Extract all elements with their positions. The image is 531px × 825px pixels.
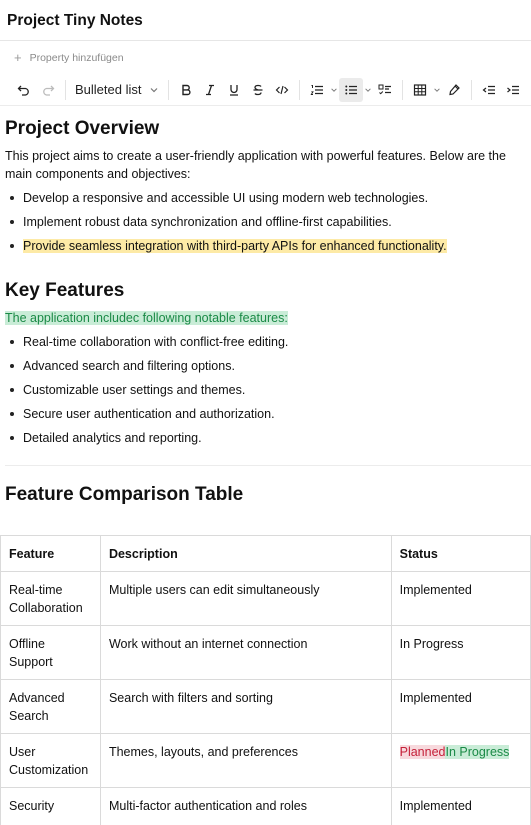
status-in-progress: In Progress [445, 745, 510, 759]
table-header-cell[interactable]: Status [391, 536, 530, 572]
toolbar-divider [299, 80, 300, 100]
list-item[interactable]: Develop a responsive and accessible UI using modern web technologies. [5, 189, 531, 207]
overview-intro[interactable]: This project aims to create a user-friendly application with powerful features. Below are the main components and objectives: [5, 149, 506, 181]
table-cell[interactable]: Search with filters and sorting [100, 680, 391, 734]
numbered-list-icon [310, 83, 324, 97]
formatting-toolbar [0, 74, 531, 106]
page-title[interactable]: Project Tiny Notes [7, 12, 143, 29]
list-item[interactable]: Detailed analytics and reporting. [5, 429, 531, 447]
chevron-down-icon [149, 85, 159, 95]
features-list [5, 333, 531, 447]
table-header-row [1, 536, 531, 572]
features-heading[interactable]: Key Features [5, 280, 125, 301]
editor-content[interactable] [5, 106, 531, 506]
list-item[interactable]: Implement robust data synchronization and offline-first capabilities. [5, 213, 531, 231]
highlighted-text: The application includec following notable features: [5, 311, 288, 325]
plus-icon: + [14, 50, 22, 65]
table-cell[interactable]: Themes, layouts, and preferences [100, 734, 391, 788]
table-cell[interactable] [391, 734, 530, 788]
table-row [1, 626, 531, 680]
numbered-list-dropdown[interactable] [329, 78, 339, 102]
add-property-button[interactable] [0, 41, 531, 74]
table-dropdown[interactable] [432, 78, 442, 102]
table-button[interactable] [408, 78, 432, 102]
numbered-list-button[interactable] [305, 78, 329, 102]
bold-button[interactable] [174, 78, 198, 102]
toolbar-divider [402, 80, 403, 100]
highlight-button[interactable] [442, 78, 466, 102]
table-header-cell[interactable]: Feature [1, 536, 101, 572]
table-row [1, 572, 531, 626]
outdent-icon [482, 83, 496, 97]
table-cell[interactable]: Multiple users can edit simultaneously [100, 572, 391, 626]
title-bar [0, 0, 531, 41]
underline-button[interactable] [222, 78, 246, 102]
strikethrough-icon [251, 83, 265, 97]
toolbar-divider [65, 80, 66, 100]
table-cell[interactable]: Security [1, 788, 101, 825]
table-icon [413, 83, 427, 97]
list-item[interactable]: Customizable user settings and themes. [5, 381, 531, 399]
undo-icon [17, 83, 31, 97]
overview-list [5, 189, 531, 255]
table-row [1, 788, 531, 825]
italic-icon [203, 83, 217, 97]
list-item[interactable]: Secure user authentication and authorization. [5, 405, 531, 423]
table-cell[interactable]: In Progress [391, 626, 530, 680]
bold-icon [179, 83, 193, 97]
checklist-icon [378, 83, 392, 97]
table-heading[interactable]: Feature Comparison Table [5, 484, 244, 505]
status-planned: Planned [399, 745, 446, 759]
list-item[interactable]: Advanced search and filtering options. [5, 357, 531, 375]
table-cell[interactable]: Implemented [391, 680, 530, 734]
list-item[interactable] [5, 237, 531, 255]
table-cell[interactable]: Offline Support [1, 626, 101, 680]
undo-button[interactable] [12, 78, 36, 102]
toolbar-divider [168, 80, 169, 100]
code-button[interactable] [270, 78, 294, 102]
highlight-icon [447, 83, 461, 97]
strikethrough-button[interactable] [246, 78, 270, 102]
table-cell[interactable]: Multi-factor authentication and roles [100, 788, 391, 825]
add-property-label: Property hinzufügen [29, 51, 124, 64]
table-cell[interactable]: Implemented [391, 788, 530, 825]
chevron-down-icon [330, 86, 338, 94]
table-row [1, 680, 531, 734]
bulleted-list-button[interactable] [339, 78, 363, 102]
indent-icon [506, 83, 520, 97]
chevron-down-icon [433, 86, 441, 94]
redo-icon [41, 83, 55, 97]
table-cell[interactable]: Real-time Collaboration [1, 572, 101, 626]
code-icon [275, 83, 289, 97]
table-header-cell[interactable]: Description [100, 536, 391, 572]
list-item[interactable]: Real-time collaboration with conflict-free editing. [5, 333, 531, 351]
outdent-button[interactable] [477, 78, 501, 102]
feature-comparison-table [0, 535, 531, 825]
table-row [1, 734, 531, 788]
bulleted-list-icon [344, 83, 358, 97]
indent-button[interactable] [501, 78, 525, 102]
table-cell[interactable]: User Customization [1, 734, 101, 788]
italic-button[interactable] [198, 78, 222, 102]
underline-icon [227, 83, 241, 97]
block-type-select[interactable] [71, 78, 163, 102]
chevron-down-icon [364, 86, 372, 94]
checklist-button[interactable] [373, 78, 397, 102]
table-cell[interactable]: Implemented [391, 572, 530, 626]
bulleted-list-dropdown[interactable] [363, 78, 373, 102]
redo-button[interactable] [36, 78, 60, 102]
toolbar-divider [471, 80, 472, 100]
highlighted-text: Provide seamless integration with third-party APIs for enhanced functionality. [23, 239, 447, 253]
table-cell[interactable]: Advanced Search [1, 680, 101, 734]
features-intro[interactable] [5, 309, 531, 327]
horizontal-rule [5, 465, 531, 466]
table-cell[interactable]: Work without an internet connection [100, 626, 391, 680]
overview-heading[interactable]: Project Overview [5, 118, 160, 139]
block-type-label: Bulleted list [75, 82, 142, 97]
